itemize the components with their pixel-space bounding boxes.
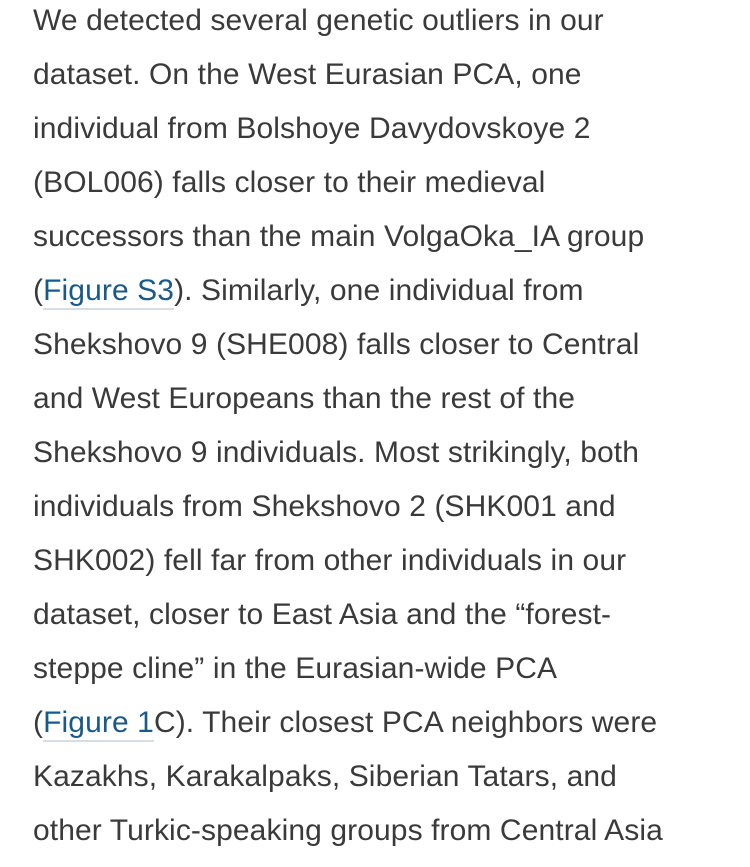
line-text: ). Similarly, one individual from: [174, 274, 584, 307]
paragraph-line: dataset. On the West Eurasian PCA, one: [33, 58, 582, 91]
paragraph-line: other Turkic-speaking groups from Central Asia: [33, 814, 663, 847]
figure-s3-link[interactable]: Figure S3: [43, 274, 174, 310]
paragraph-line: Shekshovo 9 individuals. Most strikingly, both: [33, 436, 640, 469]
paren-open: (: [33, 274, 44, 307]
paragraph-line: individuals from Shekshovo 2 (SHK001 and: [33, 490, 616, 523]
paragraph-line: steppe cline” in the Eurasian-wide PCA: [33, 652, 558, 685]
paragraph-line: SHK002) fell far from other individuals in our: [33, 544, 627, 577]
paragraph-line: successors than the main VolgaOka_IA group: [33, 220, 645, 253]
article-body: [33, 0, 745, 858]
paragraph-line: dataset, closer to East Asia and the “forest-: [33, 598, 612, 631]
paragraph-line: (BOL006) falls closer to their medieval: [33, 166, 546, 199]
paragraph-line: individual from Bolshoye Davydovskoye 2: [33, 112, 591, 145]
paragraph-line: [33, 696, 745, 750]
paragraph-line: We detected several genetic outliers in our: [33, 4, 604, 37]
figure-1-link[interactable]: Figure 1: [43, 706, 154, 742]
paragraph-line: Shekshovo 9 (SHE008) falls closer to Central: [33, 328, 640, 361]
paren-open: (: [33, 706, 44, 739]
paragraph-line: and West Europeans than the rest of the: [33, 382, 576, 415]
paragraph-line: Kazakhs, Karakalpaks, Siberian Tatars, and: [33, 760, 617, 793]
paragraph-line: [33, 264, 745, 318]
line-text: C). Their closest PCA neighbors were: [153, 706, 658, 739]
